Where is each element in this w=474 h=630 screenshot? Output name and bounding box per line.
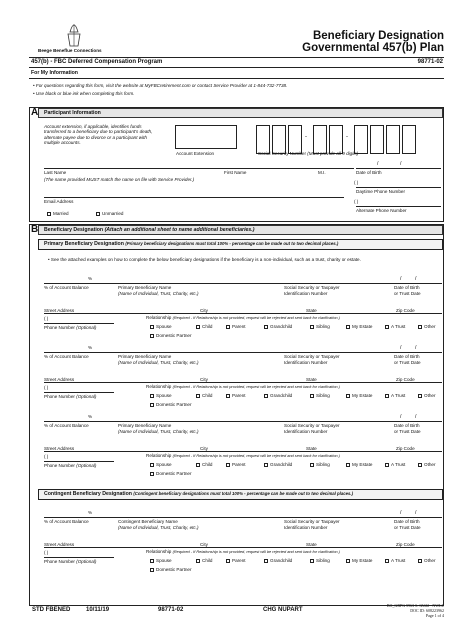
checkbox-icon[interactable]: [418, 394, 422, 398]
first-name-label: First Name: [224, 170, 247, 175]
contingent-1-rel-spouse[interactable]: Spouse: [150, 558, 172, 563]
contingent-1-dob-label: Date of Birth: [394, 519, 420, 524]
ssn-digit-1[interactable]: [256, 125, 270, 154]
contingent-1-street-label: Street Address: [44, 542, 75, 547]
checkbox-icon[interactable]: [196, 559, 200, 563]
primary-1-rel-other[interactable]: Other: [418, 324, 436, 329]
ssn-digit-6[interactable]: [354, 125, 368, 154]
primary-2-pct-label: % of Account Balance: [44, 354, 89, 359]
checkbox-icon[interactable]: [226, 463, 230, 467]
alt-phone-label: Alternate Phone Number: [356, 208, 407, 213]
checkbox-icon[interactable]: [150, 568, 154, 572]
contingent-1-pct-sign: %: [88, 510, 93, 515]
checkbox-icon[interactable]: [150, 559, 154, 563]
section-b-letter: B: [31, 224, 39, 235]
name-line[interactable]: [44, 168, 354, 169]
footer-left: STD FBENED: [32, 607, 71, 613]
ssn-dash-2: -: [346, 134, 348, 140]
primary-1-name-label: Primary Beneficiary Name: [118, 285, 172, 290]
account-extension-field[interactable]: [175, 125, 237, 149]
footer-chg: CHG NUPART: [263, 607, 303, 613]
last-name-label: Last Name: [44, 170, 67, 175]
primary-3-rel-grandchild[interactable]: Grandchild: [264, 462, 292, 467]
primary-3-state-label: State: [306, 446, 317, 451]
primary-1-name-note: (Name of Individual, Trust, Charity, etc.): [118, 291, 199, 296]
primary-1-phone-paren: ( ): [44, 316, 49, 321]
primary-2-rel-grandchild[interactable]: Grandchild: [264, 393, 292, 398]
phone-paren-1: ( ): [354, 180, 359, 185]
primary-1-pct-label: % of Account Balance: [44, 285, 89, 290]
primary-3-ssn-label: Social Security or Taxpayer: [284, 423, 340, 428]
primary-3-street-label: Street Address: [44, 446, 75, 451]
contingent-1-dob-slash-1: /: [400, 510, 402, 516]
primary-2-rel-parent[interactable]: Parent: [226, 393, 246, 398]
primary-2-rel-trust[interactable]: A Trust: [385, 393, 405, 398]
footer-date: 10/11/19: [86, 607, 110, 613]
primary-1-dob-slash-2: /: [415, 276, 417, 282]
contingent-1-rel-grandchild[interactable]: Grandchild: [264, 558, 292, 563]
primary-1-city-label: City: [200, 308, 208, 313]
primary-3-city-label: City: [200, 446, 208, 451]
checkbox-icon[interactable]: [264, 559, 268, 563]
dob-line[interactable]: [356, 168, 441, 169]
section-a-letter: A: [31, 107, 39, 118]
primary-2-rel-domestic-partner[interactable]: Domestic Partner: [150, 402, 192, 407]
ssn-digit-5[interactable]: [329, 125, 343, 154]
checkbox-icon[interactable]: [418, 325, 422, 329]
primary-2-rel-child[interactable]: Child: [196, 393, 212, 398]
primary-3-phone-line[interactable]: [44, 461, 114, 462]
ssn-digit-9[interactable]: [402, 125, 416, 154]
ssn-digit-4[interactable]: [313, 125, 327, 154]
primary-1-rel-grandchild[interactable]: Grandchild: [264, 324, 292, 329]
primary-heading: Primary Beneficiary Designation (Primary beneficiary designations must total 100% - percentage can be made out to two decimal places.): [44, 241, 339, 247]
unmarried-checkbox[interactable]: Unmarried: [96, 211, 123, 216]
checkbox-icon[interactable]: [150, 334, 154, 338]
checkbox-icon[interactable]: [385, 325, 389, 329]
primary-1-zip-label: Zip Code: [396, 308, 415, 313]
checkbox-icon[interactable]: [264, 463, 268, 467]
primary-3-rel-other[interactable]: Other: [418, 462, 436, 467]
primary-2-dob-label: Date of Birth: [394, 354, 420, 359]
primary-1-rel-child[interactable]: Child: [196, 324, 212, 329]
section-b-heading: Beneficiary Designation (Attach an additional sheet to name additional beneficiaries.): [44, 227, 255, 233]
contingent-1-rel-parent[interactable]: Parent: [226, 558, 246, 563]
primary-2-dob-label-2: or Trust Date: [394, 360, 421, 365]
email-line[interactable]: [44, 197, 344, 198]
contingent-1-name-label: Contingent Beneficiary Name: [118, 519, 178, 524]
primary-1-state-label: State: [306, 308, 317, 313]
checkbox-icon[interactable]: [226, 325, 230, 329]
primary-1-dob-label-2: or Trust Date: [394, 291, 421, 296]
alt-phone-line[interactable]: [356, 206, 441, 207]
checkbox-icon[interactable]: [310, 463, 314, 467]
contingent-1-rel-domestic-partner[interactable]: Domestic Partner: [150, 567, 192, 572]
primary-3-rel-estate[interactable]: My Estate: [346, 462, 372, 467]
primary-2-address-line[interactable]: [44, 382, 442, 383]
contingent-1-dob-slash-2: /: [415, 510, 417, 516]
checkbox-icon[interactable]: [226, 559, 230, 563]
checkbox-icon[interactable]: [226, 394, 230, 398]
account-extension-label: Account Extension: [176, 151, 215, 156]
primary-2-state-label: State: [306, 377, 317, 382]
form-number: 98771-02: [417, 59, 443, 65]
checkbox-icon[interactable]: [385, 559, 389, 563]
primary-1-rel-spouse[interactable]: Spouse: [150, 324, 172, 329]
my-info-heading: For My Information: [31, 70, 78, 76]
checkbox-icon[interactable]: [310, 559, 314, 563]
info-bullet-2: • Use black or blue ink when completing this form.: [33, 91, 135, 96]
checkbox-icon[interactable]: [196, 325, 200, 329]
primary-1-ssn-label: Social Security or Taxpayer: [284, 285, 340, 290]
primary-1-rel-trust[interactable]: A Trust: [385, 324, 405, 329]
checkbox-icon[interactable]: [150, 394, 154, 398]
primary-2-pct-sign: %: [88, 345, 93, 350]
org-name: Beege Beneflue Connections: [38, 48, 102, 53]
primary-2-rel-other[interactable]: Other: [418, 393, 436, 398]
footer-r1: BO_GRPG 5963 S. GU22 - NWLL: [386, 603, 444, 608]
primary-3-rel-sibling[interactable]: Sibling: [310, 462, 330, 467]
primary-3-rel-parent[interactable]: Parent: [226, 462, 246, 467]
checkbox-icon[interactable]: [418, 559, 422, 563]
email-label: Email Address: [44, 199, 74, 204]
primary-2-phone-line[interactable]: [44, 392, 114, 393]
primary-3-pct-sign: %: [88, 414, 93, 419]
primary-3-relationship-label: Relationship (Required - If Relationship is not provided, request will be rejected and sent back for clarification.): [146, 453, 340, 458]
ssn-digit-7[interactable]: [370, 125, 384, 154]
unmarried-box[interactable]: [96, 212, 100, 216]
primary-1-phone-label: Phone Number (Optional): [44, 325, 97, 330]
primary-2-rel-spouse[interactable]: Spouse: [150, 393, 172, 398]
primary-2-line-1[interactable]: [44, 352, 442, 353]
checkbox-icon[interactable]: [310, 325, 314, 329]
checkbox-icon[interactable]: [346, 394, 350, 398]
primary-3-dob-label-2: or Trust Date: [394, 429, 421, 434]
info-bullet-1: • For questions regarding this form, visit the website at MyFBCretirement.com or contact Service Provider at 1-844-732-7738.: [33, 83, 288, 88]
checkbox-icon[interactable]: [310, 394, 314, 398]
primary-3-phone-label: Phone Number (Optional): [44, 463, 97, 468]
footer-form: 98771-02: [158, 607, 184, 613]
contingent-heading: Contingent Beneficiary Designation (Contingent beneficiary designations must total 100% - percentage can be made out to two decimal places.): [44, 491, 354, 497]
account-extension-note: Account extension, if applicable, identifies funds transferred to a beneficiary due to participant's death, alternate payee due to divorce or a participant with multiple accounts.: [44, 124, 153, 146]
primary-1-rel-domestic-partner[interactable]: Domestic Partner: [150, 333, 192, 338]
dob-slash-1: /: [377, 161, 379, 167]
primary-3-pct-label: % of Account Balance: [44, 423, 89, 428]
primary-2-ssn-label: Social Security or Taxpayer: [284, 354, 340, 359]
checkbox-icon[interactable]: [385, 394, 389, 398]
checkbox-icon[interactable]: [150, 472, 154, 476]
contingent-1-line-1[interactable]: [44, 517, 442, 518]
contingent-1-zip-label: Zip Code: [396, 542, 415, 547]
checkbox-icon[interactable]: [150, 463, 154, 467]
contingent-1-rel-child[interactable]: Child: [196, 558, 212, 563]
footer-r3: Page 1 of 4: [425, 613, 444, 618]
primary-2-dob-slash-1: /: [400, 345, 402, 351]
primary-2-city-label: City: [200, 377, 208, 382]
ssn-digit-2[interactable]: [272, 125, 286, 154]
primary-2-rel-estate[interactable]: My Estate: [346, 393, 372, 398]
primary-2-rel-sibling[interactable]: Sibling: [310, 393, 330, 398]
primary-3-dob-slash-1: /: [400, 414, 402, 420]
checkbox-icon[interactable]: [264, 325, 268, 329]
checkbox-icon[interactable]: [150, 403, 154, 407]
primary-3-name-note: (Name of Individual, Trust, Charity, etc.): [118, 429, 199, 434]
checkbox-icon[interactable]: [385, 463, 389, 467]
name-note: (The name provided MUST match the name on file with Service Provider.): [44, 177, 195, 182]
daytime-phone-line[interactable]: [356, 187, 441, 188]
contingent-1-dob-label-2: or Trust Date: [394, 525, 421, 530]
contingent-1-city-label: City: [200, 542, 208, 547]
primary-3-address-line[interactable]: [44, 451, 442, 452]
contingent-1-state-label: State: [306, 542, 317, 547]
title-line-1: Beneficiary Designation: [312, 30, 444, 42]
ssn-digit-3[interactable]: [288, 125, 302, 154]
checkbox-icon[interactable]: [346, 463, 350, 467]
primary-2-relationship-label: Relationship (Required - If Relationship is not provided, request will be rejected and sent back for clarification.): [146, 384, 340, 389]
primary-2-name-note: (Name of Individual, Trust, Charity, etc.): [118, 360, 199, 365]
primary-1-rel-sibling[interactable]: Sibling: [310, 324, 330, 329]
contingent-1-rel-other[interactable]: Other: [418, 558, 436, 563]
primary-1-dob-label: Date of Birth: [394, 285, 420, 290]
contingent-1-phone-line[interactable]: [44, 557, 114, 558]
checkbox-icon[interactable]: [150, 325, 154, 329]
primary-2-ssn-label-2: Identification Number: [284, 360, 328, 365]
contingent-1-rel-trust[interactable]: A Trust: [385, 558, 405, 563]
married-box[interactable]: [47, 212, 51, 216]
checkbox-icon[interactable]: [346, 325, 350, 329]
ssn-dash-1: -: [305, 134, 307, 140]
primary-1-address-line[interactable]: [44, 313, 442, 314]
contingent-1-phone-label: Phone Number (Optional): [44, 559, 97, 564]
dob-label: Date of Birth: [356, 170, 382, 175]
contingent-1-phone-paren: ( ): [44, 550, 49, 555]
ssn-label: Social Security Number (Must provide all 9 digits): [258, 151, 359, 156]
primary-3-rel-child[interactable]: Child: [196, 462, 212, 467]
married-checkbox[interactable]: Married: [47, 211, 69, 216]
primary-3-rel-spouse[interactable]: Spouse: [150, 462, 172, 467]
checkbox-icon[interactable]: [418, 463, 422, 467]
primary-1-relationship-label: Relationship (Required - If Relationship is not provided, request will be rejected and sent back for clarification.): [146, 315, 340, 320]
footer-r2: DOC ID: 608223962: [410, 608, 444, 613]
primary-2-street-label: Street Address: [44, 377, 75, 382]
plan-name: 457(b) - FBC Deferred Compensation Program: [31, 59, 163, 65]
mi-label: M.I.: [318, 170, 326, 175]
checkbox-icon[interactable]: [196, 394, 200, 398]
contingent-1-rel-estate[interactable]: My Estate: [346, 558, 372, 563]
primary-3-name-label: Primary Beneficiary Name: [118, 423, 172, 428]
contingent-1-ssn-label-2: Identification Number: [284, 525, 328, 530]
primary-1-dob-slash-1: /: [400, 276, 402, 282]
primary-2-name-label: Primary Beneficiary Name: [118, 354, 172, 359]
phone-paren-2: ( ): [354, 199, 359, 204]
primary-3-line-1[interactable]: [44, 421, 442, 422]
contingent-1-ssn-label: Social Security or Taxpayer: [284, 519, 340, 524]
title-line-2: Governmental 457(b) Plan: [302, 42, 444, 54]
checkbox-icon[interactable]: [346, 559, 350, 563]
primary-3-dob-slash-2: /: [415, 414, 417, 420]
primary-3-rel-trust[interactable]: A Trust: [385, 462, 405, 467]
primary-1-pct-sign: %: [88, 276, 93, 281]
contingent-1-pct-label: % of Account Balance: [44, 519, 89, 524]
primary-1-rel-estate[interactable]: My Estate: [346, 324, 372, 329]
contingent-1-name-note: (Name of Individual, Trust, Charity, etc.): [118, 525, 199, 530]
primary-1-phone-line[interactable]: [44, 323, 114, 324]
checkbox-icon[interactable]: [264, 394, 268, 398]
primary-3-rel-domestic-partner[interactable]: Domestic Partner: [150, 471, 192, 476]
contingent-1-relationship-label: Relationship (Required - If Relationship is not provided, request will be rejected and sent back for clarification.): [146, 549, 340, 554]
primary-1-ssn-label-2: Identification Number: [284, 291, 328, 296]
primary-3-dob-label: Date of Birth: [394, 423, 420, 428]
primary-3-zip-label: Zip Code: [396, 446, 415, 451]
primary-1-street-label: Street Address: [44, 308, 75, 313]
primary-2-phone-label: Phone Number (Optional): [44, 394, 97, 399]
see-note: • See the attached examples on how to complete the below beneficiary designations if the beneficiary is a non-individual, such as a trust, charity or estate.: [48, 257, 361, 262]
primary-2-dob-slash-2: /: [415, 345, 417, 351]
primary-2-phone-paren: ( ): [44, 385, 49, 390]
section-a-heading: Participant Information: [44, 110, 101, 116]
contingent-1-rel-sibling[interactable]: Sibling: [310, 558, 330, 563]
dob-slash-2: /: [400, 161, 402, 167]
primary-3-ssn-label-2: Identification Number: [284, 429, 328, 434]
primary-3-phone-paren: ( ): [44, 454, 49, 459]
contingent-1-address-line[interactable]: [44, 547, 442, 548]
ssn-digit-8[interactable]: [386, 125, 400, 154]
primary-2-zip-label: Zip Code: [396, 377, 415, 382]
checkbox-icon[interactable]: [196, 463, 200, 467]
primary-1-rel-parent[interactable]: Parent: [226, 324, 246, 329]
primary-1-line-1[interactable]: [44, 283, 442, 284]
daytime-phone-label: Daytime Phone Number: [356, 189, 406, 194]
